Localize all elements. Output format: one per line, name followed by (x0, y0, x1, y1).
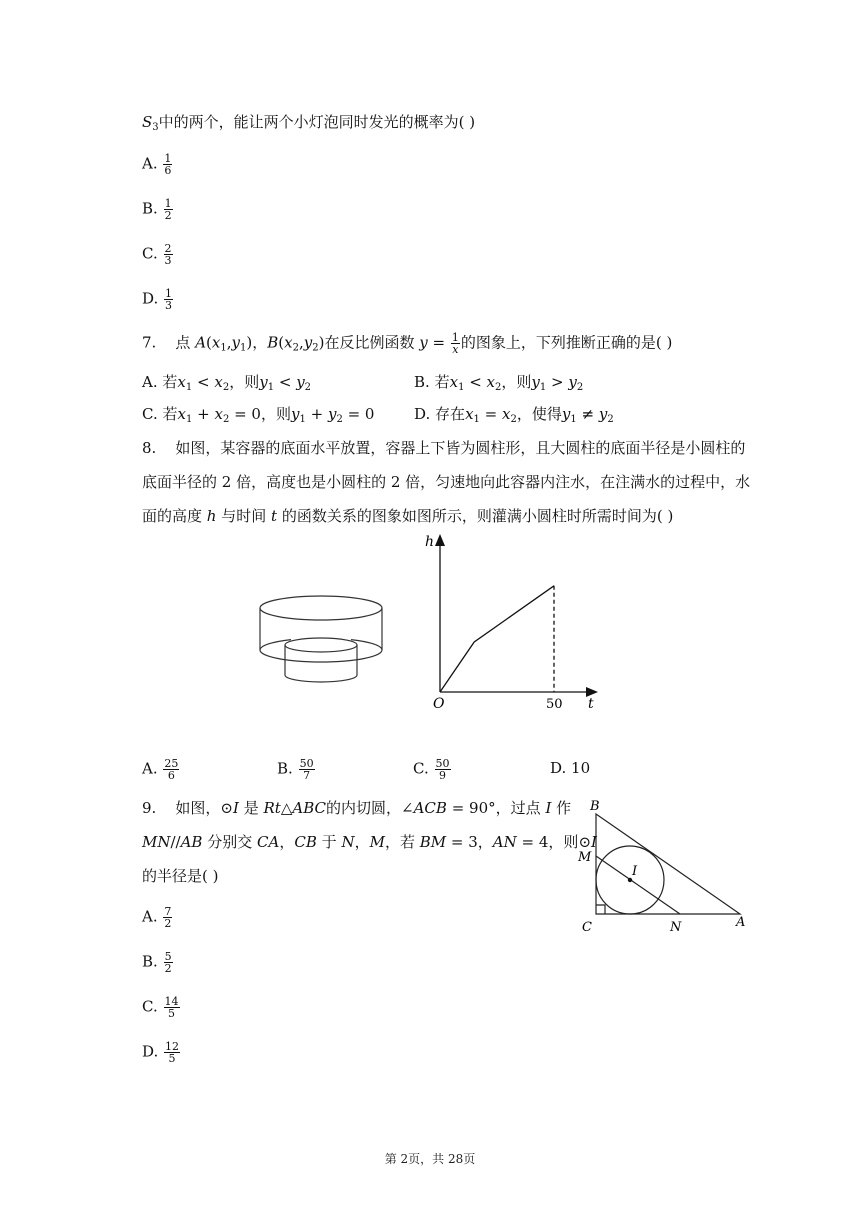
segment-mn (596, 856, 680, 914)
q9-option-d: D. $\frac{12}{5}$ (142, 1040, 180, 1065)
q6-option-c: C. $\frac{2}{3}$ (142, 242, 172, 267)
fraction: $\frac{2}{3}$ (164, 242, 172, 267)
q8-line1: 8. 如图，某容器的底面水平放置，容器上下皆为圆柱形，且大圆柱的底面半径是小圆柱的 (142, 439, 746, 457)
q9-option-c: C. $\frac{14}{5}$ (142, 995, 179, 1020)
q6-option-b: B. $\frac{1}{2}$ (142, 197, 172, 222)
q6-option-a: A. $\frac{1}{6}$ (142, 152, 172, 177)
q9-option-a: A. $\frac{7}{2}$ (142, 905, 172, 930)
water-level-line (440, 586, 554, 692)
q8-line3: 面的高度 h 与时间 t 的函数关系的图象如图所示，则灌满小圆柱时所需时间为( ) (142, 507, 674, 525)
water-level-graph (420, 532, 600, 717)
y-axis-arrow (435, 534, 445, 546)
q9-line2: MN//AB 分别交 CA，CB 于 N，M，若 BM = 3，AN = 4，则⊙I (142, 833, 597, 851)
container-figure (256, 592, 416, 702)
label-a: A (736, 915, 746, 930)
fraction: $\frac{1}{2}$ (164, 197, 172, 222)
q8-option-b: B. $\frac{50}{7}$ (277, 757, 314, 782)
y-axis-label: h (425, 534, 435, 550)
label-m: M (578, 850, 592, 865)
fraction: $\frac{1}{3}$ (165, 287, 173, 312)
q8-option-a: A. $\frac{25}{6}$ (142, 757, 179, 782)
q7-option-d: D. 存在$x_1 = x_2$，使得$y_1 \ne y_2$ (414, 405, 614, 425)
q8-option-c: C. $\frac{50}{9}$ (413, 757, 450, 782)
q9-option-b: B. $\frac{5}{2}$ (142, 950, 172, 975)
x-tick-50: 50 (546, 697, 563, 712)
q8-line2: 底面半径的 2 倍，高度也是小圆柱的 2 倍，匀速地向此容器内注水，在注满水的过程中，水 (142, 473, 751, 491)
right-angle-mark (596, 905, 605, 914)
q9-line3: 的半径是( ) (142, 867, 219, 885)
label-b: B (590, 799, 600, 814)
q7-option-c: C. 若$x_1 + x_2 = 0$，则$y_1 + y_2 = 0$ (142, 405, 375, 425)
label-n: N (670, 920, 682, 935)
triangle-abc (596, 814, 740, 914)
x-axis-label: t (588, 696, 594, 712)
label-c: C (582, 920, 592, 935)
q6-stem: $S_3$中的两个，能让两个小灯泡同时发光的概率为( ) (142, 113, 476, 133)
incircle-figure (578, 798, 758, 938)
label-i: I (632, 864, 638, 879)
origin-label: O (433, 696, 445, 712)
fraction: $\frac{1}{6}$ (164, 152, 172, 177)
q8-option-d: D. 10 (550, 759, 591, 777)
q9-line1: 9. 如图，⊙I 是 Rt△ABC的内切圆，∠ACB = 90°，过点 I 作 (142, 799, 572, 817)
page-footer: 第 2页，共 28页 (384, 1152, 476, 1166)
q6-option-d: D. $\frac{1}{3}$ (142, 287, 173, 312)
q7-stem: 7. 点 $A(x_1,y_1)$，$B(x_2,y_2)$在反比例函数 y = $\frac{1}{x}$ 的图象上，下列推断正确的是( ) (142, 331, 673, 356)
q7-option-a: A. 若$x_1 < x_2$，则$y_1 < y_2$ (142, 373, 312, 393)
q7-option-b: B. 若$x_1 < x_2$，则$y_1 > y_2$ (414, 373, 584, 393)
